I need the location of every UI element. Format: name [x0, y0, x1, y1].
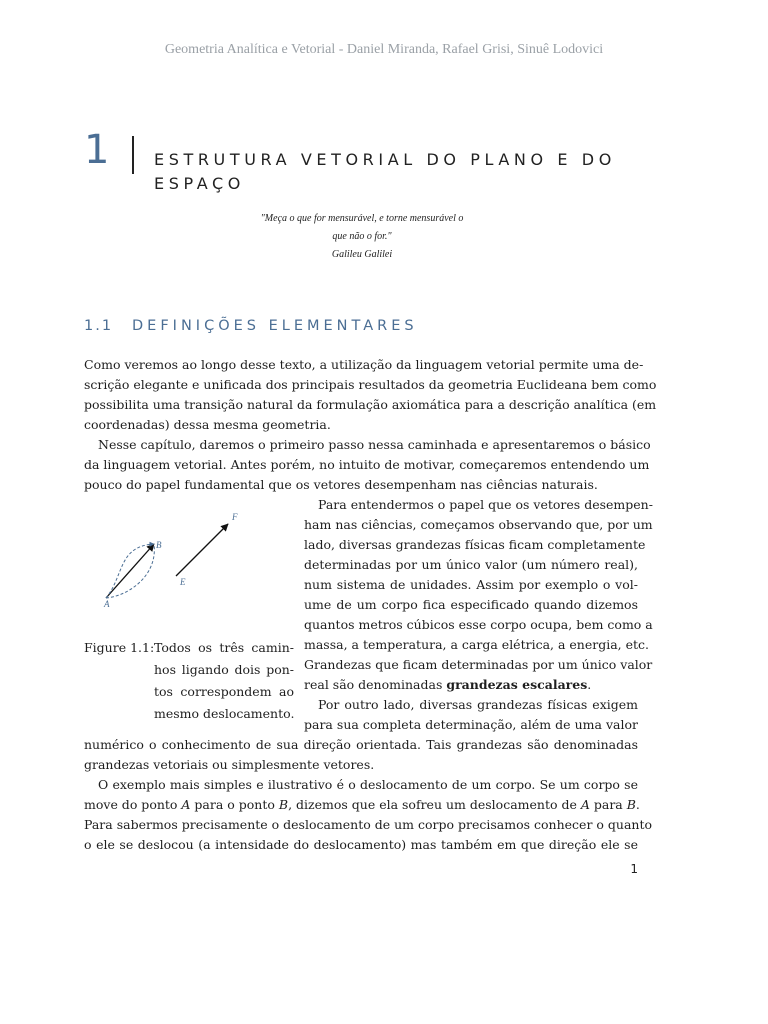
section-heading [84, 318, 418, 334]
displacement-figure [88, 506, 294, 614]
figure-caption-line: Todos os três camin- [154, 640, 294, 655]
figure-caption-line: mesmo deslocamento. [154, 706, 295, 721]
paragraph-line: ume de um corpo fica especificado quando dizemos [304, 597, 638, 612]
paragraph-line: Nesse capítulo, daremos o primeiro passo nessa caminhada e apresentaremos o básico [98, 437, 651, 452]
epigraph-line: "Meça o que for mensurável, e torne mensurável o [260, 213, 464, 224]
paragraph-line: num sistema de unidades. Assim por exemplo o vol- [304, 577, 638, 592]
math-point: B [278, 797, 289, 812]
paragraph-line [304, 675, 638, 695]
point-label-b: B [156, 540, 162, 550]
paragraph-line: Para entendermos o papel que os vetores desempen- [318, 497, 653, 512]
paragraph-line: o ele se deslocou (a intensidade do deslocamento) mas também em que direção ele se [84, 837, 638, 852]
math-point: B [626, 797, 636, 812]
paragraph-line: grandezas vetoriais ou simplesmente vetores. [84, 757, 375, 772]
chapter-number: 1 [84, 127, 110, 173]
paragraph-line: pouco do papel fundamental que os vetores desempenham nas ciências naturais. [84, 477, 598, 492]
figure-caption-line: tos correspondem ao [154, 684, 294, 699]
paragraph-line: Grandezas que ficam determinadas por um único valor [304, 657, 653, 672]
paragraph-line: da linguagem vetorial. Antes porém, no intuito de motivar, começaremos entendendo um [84, 457, 650, 472]
vector-ef-arrow [176, 524, 228, 576]
epigraph [234, 210, 490, 264]
running-header: Geometria Analítica e Vetorial - Daniel Miranda, Rafael Grisi, Sinuê Lodovici [164, 42, 604, 57]
paragraph-line: scrição elegante e unificada dos principais resultados da geometria Euclideana bem como [84, 377, 657, 392]
paragraph-line: lado, diversas grandezas físicas ficam completamente [304, 537, 646, 552]
epigraph-author: Galileu Galilei [331, 249, 393, 260]
text-span: , dizemos que ela sofreu um deslocamento de [288, 797, 581, 812]
paragraph-line: para sua completa determinação, além de uma valor [304, 717, 638, 732]
paragraph-line: Para sabermos precisamente o deslocamento de um corpo precisamos conhecer o quanto [84, 817, 652, 832]
point-label-a: A [104, 599, 110, 609]
paragraph-line: coordenadas) dessa mesma geometria. [84, 417, 331, 432]
paragraph-line: possibilita uma transição natural da formulação axiomática para a descrição analítica (em [84, 397, 657, 412]
text-span: para [589, 797, 627, 812]
point-label-e: E [180, 577, 186, 587]
paragraph-line: massa, a temperatura, a carga elétrica, a energia, etc. [304, 637, 650, 652]
paragraph-line: Como veremos ao longo desse texto, a utilização da linguagem vetorial permite uma de- [84, 357, 644, 372]
text-span: para o ponto [190, 797, 279, 812]
figure-caption-line: hos ligando dois pon- [154, 662, 294, 677]
math-point: A [181, 797, 191, 812]
bold-term: grandezas escalares [446, 677, 588, 692]
section-title: DEFINIÇÕES ELEMENTARES [132, 318, 418, 334]
paragraph-line: O exemplo mais simples e ilustrativo é o deslocamento de um corpo. Se um corpo se [98, 777, 638, 792]
paragraph-line: determinadas por um único valor (um número real), [304, 557, 638, 572]
math-point: A [580, 797, 590, 812]
figure-label: Figure 1.1: [84, 640, 155, 655]
point-label-f: F [232, 512, 238, 522]
text-span: real são denominadas [304, 677, 447, 692]
paragraph-line: ham nas ciências, começamos observando que, por um [304, 517, 653, 532]
page-number: 1 [630, 862, 638, 876]
text-span: . [587, 677, 592, 692]
paragraph-line: Por outro lado, diversas grandezas físicas exigem [318, 697, 638, 712]
text-span: move do ponto [84, 797, 182, 812]
chapter-title: ESTRUTURA VETORIAL DO PLANO E DO ESPAÇO [154, 150, 616, 193]
section-number: 1.1 [84, 318, 114, 334]
paragraph-line: numérico o conhecimento de sua direção orientada. Tais grandezas são denominadas [84, 737, 638, 752]
paragraph-line: quantos metros cúbicos esse corpo ocupa, bem como a [304, 617, 653, 632]
epigraph-line: que não o for." [332, 231, 392, 242]
paragraph-line [84, 795, 638, 815]
text-span: . [635, 797, 640, 812]
chapter-divider [132, 136, 134, 174]
